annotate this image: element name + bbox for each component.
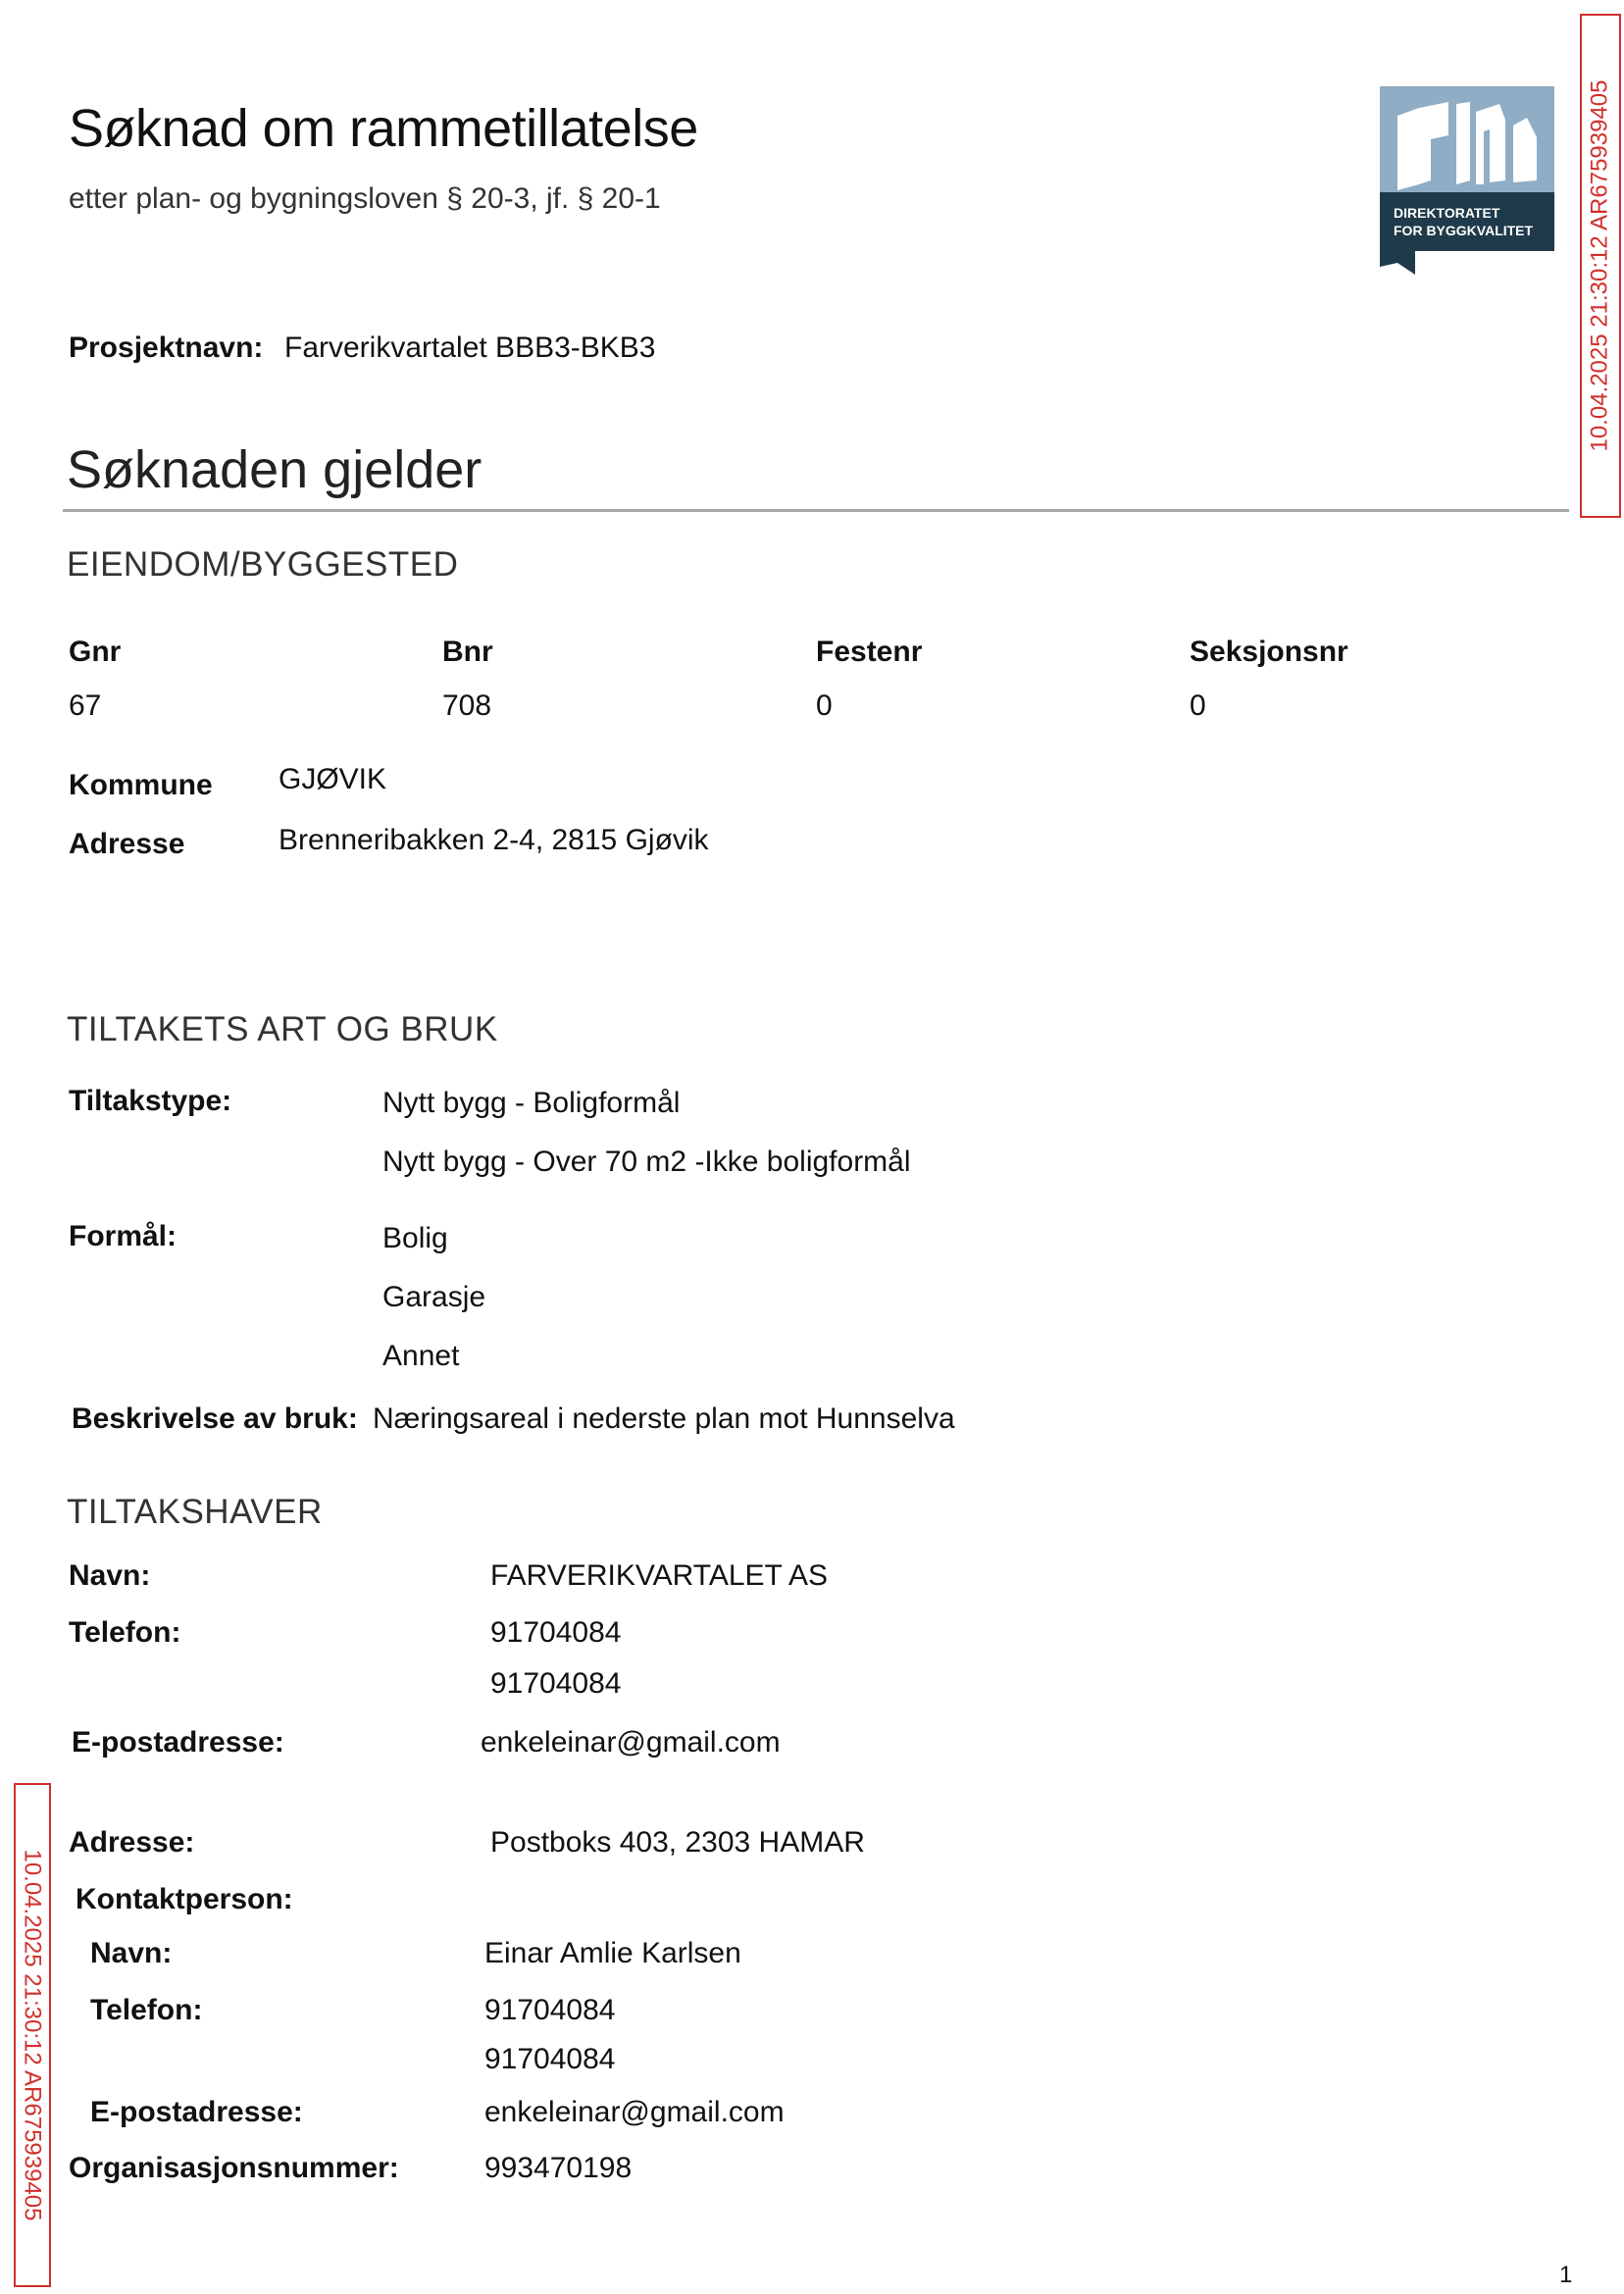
- property-heading: EIENDOM/BYGGESTED: [67, 545, 459, 584]
- tiltakshaver-telefon-value-2: 91704084: [490, 1667, 622, 1700]
- dibk-logo-graphic: [1380, 86, 1554, 279]
- festenr-label: Festenr: [816, 636, 923, 668]
- document-title: Søknad om rammetillatelse: [69, 99, 698, 158]
- kontakt-telefon-label: Telefon:: [90, 1994, 203, 2026]
- tiltakshaver-adresse-value: Postboks 403, 2303 HAMAR: [490, 1826, 865, 1859]
- tiltakstype-value-1: Nytt bygg - Boligformål: [382, 1087, 681, 1119]
- kontakt-navn-label: Navn:: [90, 1937, 173, 1969]
- orgnr-value: 993470198: [484, 2152, 633, 2184]
- kontakt-telefon-value-2: 91704084: [484, 2043, 616, 2075]
- tiltak-heading: TILTAKETS ART OG BRUK: [67, 1010, 498, 1048]
- kontakt-navn-value: Einar Amlie Karlsen: [484, 1937, 741, 1969]
- tiltakshaver-adresse-label: Adresse:: [69, 1826, 195, 1859]
- timestamp-stamp-top-text: 10.04.2025 21:30:12 AR675939405: [1587, 79, 1613, 452]
- kommune-label: Kommune: [69, 769, 213, 801]
- festenr-value: 0: [816, 689, 833, 722]
- beskrivelse-value: Næringsareal i nederste plan mot Hunnselva: [373, 1402, 955, 1435]
- tiltakstype-label: Tiltakstype:: [69, 1085, 232, 1117]
- tiltakshaver-telefon-label: Telefon:: [69, 1616, 181, 1649]
- kommune-value: GJØVIK: [279, 763, 387, 795]
- tiltakshaver-epost-value: enkeleinar@gmail.com: [481, 1726, 781, 1759]
- page-number: 1: [1559, 2262, 1573, 2288]
- section-divider: [63, 509, 1569, 512]
- timestamp-stamp-bottom: [14, 1783, 51, 2287]
- project-name-label: Prosjektnavn:: [69, 331, 264, 364]
- project-name-value: Farverikvartalet BBB3-BKB3: [284, 331, 656, 364]
- gnr-value: 67: [69, 689, 102, 722]
- tiltakshaver-navn-label: Navn:: [69, 1559, 151, 1592]
- formal-label: Formål:: [69, 1220, 178, 1252]
- section-title: Søknaden gjelder: [67, 440, 482, 499]
- timestamp-stamp-bottom-text: 10.04.2025 21:30:12 AR675939405: [20, 1849, 46, 2221]
- kontakt-telefon-value-1: 91704084: [484, 1994, 616, 2026]
- kontaktperson-label: Kontaktperson:: [76, 1883, 293, 1915]
- dibk-logo: [1380, 86, 1554, 279]
- logo-text-line2: FOR BYGGKVALITET: [1394, 223, 1534, 238]
- gnr-label: Gnr: [69, 636, 122, 668]
- formal-value-2: Garasje: [382, 1281, 486, 1313]
- kontakt-epost-label: E-postadresse:: [90, 2096, 303, 2128]
- tiltakshaver-epost-label: E-postadresse:: [72, 1726, 284, 1759]
- orgnr-label: Organisasjonsnummer:: [69, 2152, 399, 2184]
- formal-value-3: Annet: [382, 1340, 460, 1372]
- tiltakshaver-navn-value: FARVERIKVARTALET AS: [490, 1559, 829, 1592]
- tiltakshaver-heading: TILTAKSHAVER: [67, 1493, 323, 1531]
- adresse-value: Brenneribakken 2-4, 2815 Gjøvik: [279, 824, 709, 856]
- seksjonsnr-value: 0: [1190, 689, 1206, 722]
- timestamp-stamp-top: [1580, 14, 1621, 518]
- document-subtitle: etter plan- og bygningsloven § 20-3, jf. § 20-1: [69, 182, 661, 215]
- logo-text-line1: DIREKTORATET: [1394, 205, 1500, 221]
- bnr-value: 708: [442, 689, 492, 722]
- beskrivelse-label: Beskrivelse av bruk:: [72, 1402, 358, 1435]
- bnr-label: Bnr: [442, 636, 493, 668]
- seksjonsnr-label: Seksjonsnr: [1190, 636, 1348, 668]
- kontakt-epost-value: enkeleinar@gmail.com: [484, 2096, 785, 2128]
- tiltakstype-value-2: Nytt bygg - Over 70 m2 -Ikke boligformål: [382, 1146, 911, 1178]
- formal-value-1: Bolig: [382, 1222, 448, 1254]
- adresse-label: Adresse: [69, 828, 185, 860]
- tiltakshaver-telefon-value-1: 91704084: [490, 1616, 622, 1649]
